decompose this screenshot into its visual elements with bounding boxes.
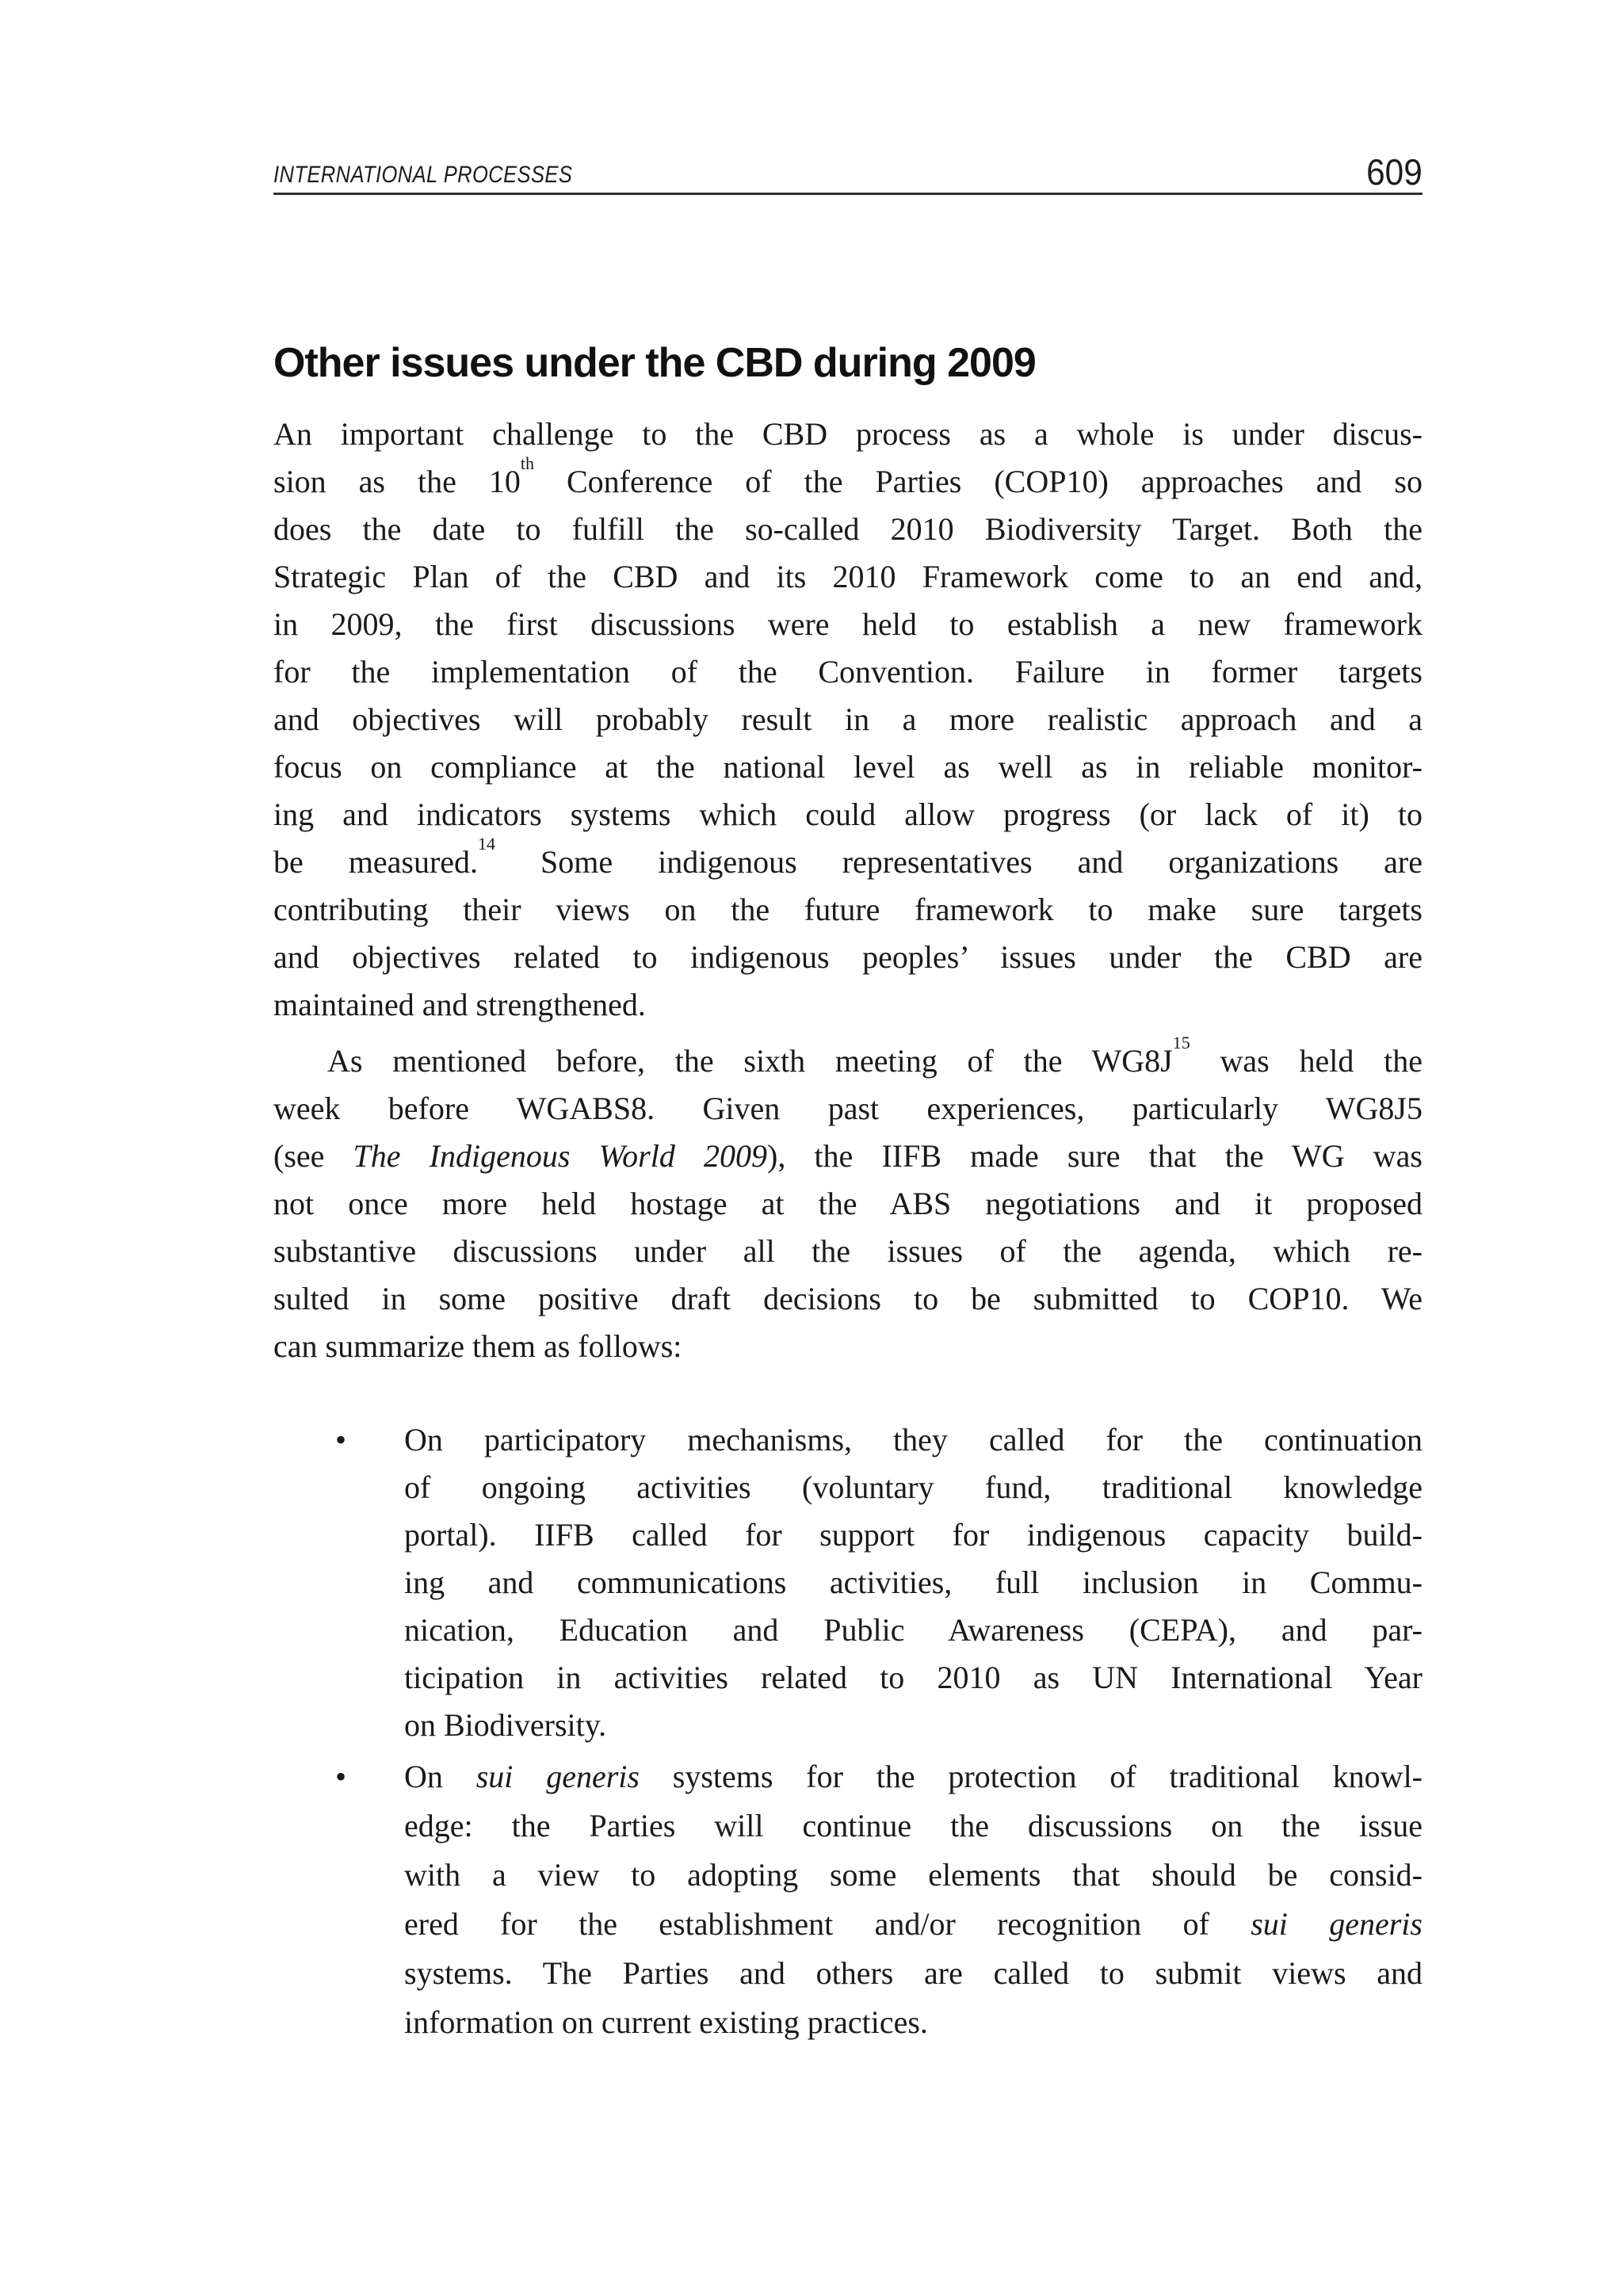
text-line <box>404 1752 1423 1801</box>
text-segment: ), the IIFB made sure that the WG was <box>767 1138 1423 1174</box>
text-segment: Strategic Plan of the CBD and its 2010 Framework come to an end and, <box>273 559 1423 594</box>
text-line <box>273 833 1423 886</box>
bullet-marker-icon: • <box>335 1759 347 1794</box>
text-line <box>273 601 1423 648</box>
text-segment: maintained and strengthened. <box>273 987 646 1022</box>
text-segment: systems. The Parties and others are called to submit views and <box>404 1955 1423 1991</box>
text-segment: in 2009, the first discussions were held to establish a new framework <box>273 606 1423 642</box>
text-segment: sulted in some positive draft decisions to be submitted to COP10. We <box>273 1281 1423 1316</box>
text-segment: As mentioned before, the sixth meeting of the WG8J <box>327 1043 1173 1079</box>
text-line <box>404 1949 1423 1998</box>
text-line <box>273 553 1423 601</box>
italic-text: sui generis <box>1251 1906 1423 1942</box>
text-line <box>404 1900 1423 1949</box>
text-line <box>404 1511 1423 1559</box>
text-segment: on Biodiversity. <box>404 1707 607 1743</box>
text-segment: not once more held hostage at the ABS negotiations and it proposed <box>273 1186 1423 1221</box>
text-line <box>404 1801 1423 1851</box>
text-line <box>404 1998 1423 2047</box>
section-label: INTERNATIONAL PROCESSES <box>273 162 573 188</box>
text-segment: contributing their views on the future framework to make sure targets <box>273 892 1423 927</box>
italic-text: The Indigenous World 2009 <box>353 1138 767 1174</box>
text-segment: ing and communications activities, full inclusion in Commu- <box>404 1564 1423 1600</box>
bullet-item <box>273 1416 1423 1749</box>
text-segment: ered for the establishment and/or recognition of <box>404 1906 1251 1942</box>
text-segment: and objectives will probably result in a more realistic approach and a <box>273 701 1423 737</box>
paragraph <box>273 411 1423 1029</box>
text-line <box>273 1228 1423 1275</box>
text-line <box>404 1702 1423 1749</box>
text-line <box>273 648 1423 696</box>
body-text <box>273 411 1423 2047</box>
text-segment: portal). IIFB called for support for indigenous capacity build- <box>404 1517 1423 1553</box>
text-line <box>404 1851 1423 1900</box>
text-line <box>273 506 1423 553</box>
text-line <box>273 1133 1423 1180</box>
text-segment: On <box>404 1759 476 1794</box>
text-segment: can summarize them as follows: <box>273 1328 682 1364</box>
text-segment: focus on compliance at the national level as well as in reliable monitor- <box>273 749 1423 785</box>
text-line <box>404 1559 1423 1606</box>
text-line <box>273 1085 1423 1133</box>
text-segment: ticipation in activities related to 2010 as UN International Year <box>404 1660 1423 1695</box>
text-segment: with a view to adopting some elements that should be consid- <box>404 1857 1423 1893</box>
text-segment: was held the <box>1190 1043 1423 1079</box>
text-segment: does the date to fulfill the so-called 2010 Biodiversity Target. Both the <box>273 511 1423 547</box>
text-line <box>273 453 1423 506</box>
text-line <box>404 1606 1423 1654</box>
italic-text: sui generis <box>475 1759 640 1794</box>
text-line <box>273 696 1423 743</box>
paragraph <box>273 1032 1423 1370</box>
text-line <box>404 1416 1423 1464</box>
text-line <box>273 1323 1423 1370</box>
text-segment: sion as the 10 <box>273 464 521 499</box>
text-line <box>273 886 1423 934</box>
text-segment: systems for the protection of traditional knowl- <box>639 1759 1423 1794</box>
text-line <box>273 411 1423 458</box>
text-line <box>273 1180 1423 1228</box>
text-segment: substantive discussions under all the issues of the agenda, which re- <box>273 1233 1423 1269</box>
text-segment: be measured. <box>273 844 479 880</box>
text-line <box>404 1464 1423 1511</box>
text-line <box>273 981 1423 1029</box>
text-line <box>273 791 1423 839</box>
header-rule <box>273 193 1423 195</box>
text-segment: edge: the Parties will continue the discussions on the issue <box>404 1808 1423 1843</box>
footnote-reference: th <box>520 453 534 473</box>
section-heading: Other issues under the CBD during 2009 <box>273 339 1036 386</box>
page-number: 609 <box>1366 151 1423 193</box>
text-line <box>273 1275 1423 1323</box>
text-segment: information on current existing practices. <box>404 2004 928 2040</box>
text-segment: nication, Education and Public Awareness (CEPA), and par- <box>404 1612 1423 1648</box>
bullet-item <box>273 1752 1423 2047</box>
text-line <box>273 934 1423 981</box>
footnote-reference: 14 <box>478 833 496 854</box>
text-line <box>273 743 1423 791</box>
text-segment: On participatory mechanisms, they called for the continuation <box>404 1422 1423 1457</box>
text-segment: week before WGABS8. Given past experiences, particularly WG8J5 <box>273 1091 1423 1126</box>
footnote-reference: 15 <box>1172 1032 1190 1052</box>
text-segment: (see <box>273 1138 353 1174</box>
text-segment: and objectives related to indigenous peoples’ issues under the CBD are <box>273 939 1423 975</box>
text-line <box>404 1654 1423 1702</box>
text-segment: ing and indicators systems which could allow progress (or lack of it) to <box>273 797 1423 832</box>
text-segment: of ongoing activities (voluntary fund, traditional knowledge <box>404 1469 1423 1505</box>
text-segment: An important challenge to the CBD process as a whole is under discus- <box>273 416 1423 452</box>
text-segment: Some indigenous representatives and organizations are <box>495 844 1423 880</box>
text-segment: for the implementation of the Convention. Failure in former targets <box>273 654 1423 690</box>
bullet-marker-icon: • <box>335 1422 347 1457</box>
text-line <box>273 1032 1423 1085</box>
text-segment: Conference of the Parties (COP10) approaches and so <box>533 464 1423 499</box>
